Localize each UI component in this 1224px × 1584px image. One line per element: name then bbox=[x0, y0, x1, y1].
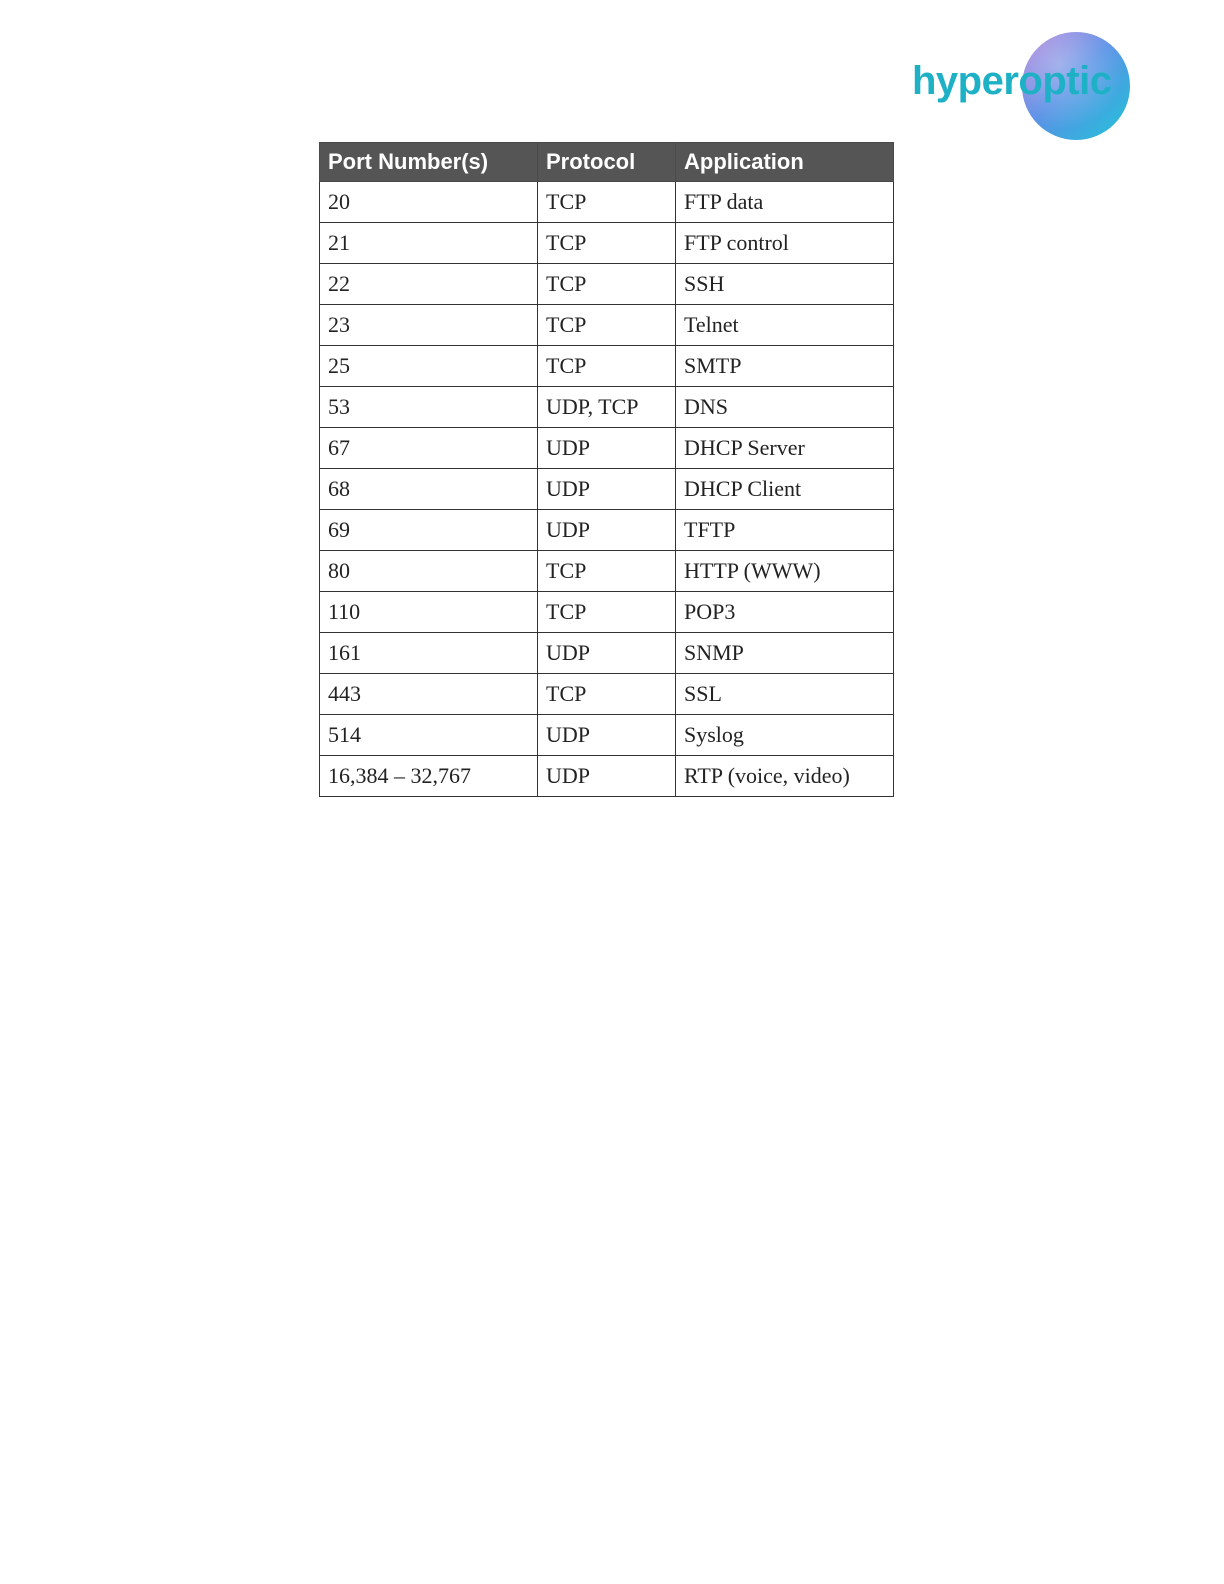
protocol-cell: TCP bbox=[538, 592, 676, 633]
table-row bbox=[320, 182, 894, 223]
port-cell: 69 bbox=[320, 510, 538, 551]
table-row bbox=[320, 551, 894, 592]
port-cell: 16,384 – 32,767 bbox=[320, 756, 538, 797]
application-cell: SSL bbox=[676, 674, 894, 715]
protocol-cell: TCP bbox=[538, 346, 676, 387]
port-cell: 20 bbox=[320, 182, 538, 223]
table-row bbox=[320, 756, 894, 797]
table-row bbox=[320, 223, 894, 264]
application-cell: POP3 bbox=[676, 592, 894, 633]
protocol-cell: TCP bbox=[538, 551, 676, 592]
protocol-cell: TCP bbox=[538, 264, 676, 305]
port-cell: 68 bbox=[320, 469, 538, 510]
table-row bbox=[320, 305, 894, 346]
application-cell: FTP control bbox=[676, 223, 894, 264]
protocol-cell: UDP bbox=[538, 428, 676, 469]
application-cell: SNMP bbox=[676, 633, 894, 674]
application-cell: DHCP Client bbox=[676, 469, 894, 510]
port-cell: 25 bbox=[320, 346, 538, 387]
protocol-cell: TCP bbox=[538, 182, 676, 223]
protocol-cell: UDP bbox=[538, 756, 676, 797]
application-cell: FTP data bbox=[676, 182, 894, 223]
protocol-cell: TCP bbox=[538, 305, 676, 346]
table-row bbox=[320, 346, 894, 387]
protocol-cell: UDP bbox=[538, 469, 676, 510]
port-number-table bbox=[319, 142, 894, 797]
application-cell: HTTP (WWW) bbox=[676, 551, 894, 592]
port-cell: 23 bbox=[320, 305, 538, 346]
application-cell: Telnet bbox=[676, 305, 894, 346]
port-cell: 53 bbox=[320, 387, 538, 428]
logo-text: hyperoptic bbox=[912, 59, 1112, 103]
port-cell: 67 bbox=[320, 428, 538, 469]
table-row bbox=[320, 633, 894, 674]
table-row bbox=[320, 387, 894, 428]
table-header-row bbox=[320, 143, 894, 182]
application-cell: SMTP bbox=[676, 346, 894, 387]
port-cell: 21 bbox=[320, 223, 538, 264]
protocol-cell: UDP, TCP bbox=[538, 387, 676, 428]
protocol-cell: TCP bbox=[538, 223, 676, 264]
port-cell: 443 bbox=[320, 674, 538, 715]
protocol-cell: UDP bbox=[538, 510, 676, 551]
application-cell: SSH bbox=[676, 264, 894, 305]
table-row bbox=[320, 264, 894, 305]
port-cell: 161 bbox=[320, 633, 538, 674]
hyperoptic-logo bbox=[908, 32, 1134, 140]
port-cell: 80 bbox=[320, 551, 538, 592]
table-row bbox=[320, 510, 894, 551]
application-cell: TFTP bbox=[676, 510, 894, 551]
table-row bbox=[320, 428, 894, 469]
port-cell: 110 bbox=[320, 592, 538, 633]
header-protocol: Protocol bbox=[538, 143, 676, 182]
header-application: Application bbox=[676, 143, 894, 182]
header-port-numbers: Port Number(s) bbox=[320, 143, 538, 182]
table-row bbox=[320, 469, 894, 510]
protocol-cell: UDP bbox=[538, 633, 676, 674]
application-cell: Syslog bbox=[676, 715, 894, 756]
port-cell: 22 bbox=[320, 264, 538, 305]
port-cell: 514 bbox=[320, 715, 538, 756]
table-row bbox=[320, 715, 894, 756]
protocol-cell: UDP bbox=[538, 715, 676, 756]
application-cell: DNS bbox=[676, 387, 894, 428]
table-row bbox=[320, 592, 894, 633]
table-row bbox=[320, 674, 894, 715]
application-cell: RTP (voice, video) bbox=[676, 756, 894, 797]
protocol-cell: TCP bbox=[538, 674, 676, 715]
application-cell: DHCP Server bbox=[676, 428, 894, 469]
